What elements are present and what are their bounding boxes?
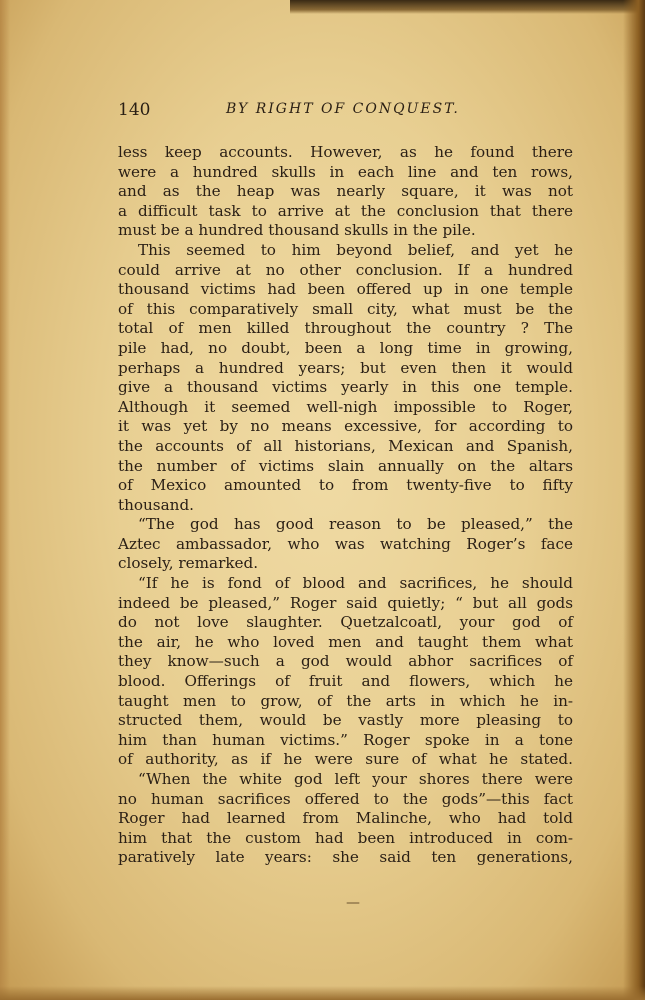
text-line: him than human victims.” Roger spoke in a tone <box>118 730 573 749</box>
text-line: could arrive at no other conclusion. If a hundred <box>118 260 573 279</box>
page-right-edge <box>623 0 645 1000</box>
text-line: give a thousand victims yearly in this one temple. <box>118 378 573 397</box>
text-line: the air, he who loved men and taught them what <box>118 632 573 651</box>
text-line: a difficult task to arrive at the conclusion that there <box>118 201 573 220</box>
page-header <box>118 100 573 124</box>
text-line: closely, remarked. <box>118 554 259 573</box>
text-line: do not love slaughter. Quetzalcoatl, your god of <box>118 613 573 632</box>
text-line: This seemed to him beyond belief, and yet he <box>138 240 573 259</box>
text-line: no human sacrifices offered to the gods”—this fact <box>118 789 573 808</box>
page-left-edge <box>0 0 10 1000</box>
running-title: BY RIGHT OF CONQUEST. <box>226 101 460 117</box>
page-bottom-edge <box>0 986 645 1000</box>
text-line: “When the white god left your shores there were <box>138 770 573 788</box>
text-line: thousand victims had been offered up in one temple <box>118 280 573 299</box>
text-line: “If he is fond of blood and sacrifices, he should <box>138 574 573 593</box>
text-line: pile had, no doubt, been a long time in growing, <box>118 338 573 357</box>
page-number: 140 <box>118 100 151 120</box>
text-line: they know—such a god would abhor sacrifices of <box>118 652 573 671</box>
text-line: structed them, would be vastly more pleasing to <box>118 711 573 730</box>
text-line: thousand. <box>118 495 194 514</box>
text-line: less keep accounts. However, as he found there <box>118 143 573 161</box>
text-line: must be a hundred thousand skulls in the pile. <box>118 221 476 240</box>
text-line: it was yet by no means excessive, for according to <box>118 417 573 436</box>
text-line: total of men killed throughout the country ? The <box>118 319 573 338</box>
page-top-shadow <box>290 0 645 14</box>
text-line: and as the heap was nearly square, it was not <box>118 182 573 201</box>
text-line: of authority, as if he were sure of what he stated. <box>118 750 573 769</box>
text-line: Although it seemed well-nigh impossible to Roger, <box>118 397 573 416</box>
decorative-mark: — <box>346 895 360 911</box>
text-line: indeed be pleased,” Roger said quietly; “ but all gods <box>118 593 573 612</box>
text-line: were a hundred skulls in each line and ten rows, <box>118 162 573 181</box>
text-line: Aztec ambassador, who was watching Roger’s face <box>118 534 573 553</box>
text-line: the accounts of all historians, Mexican and Spanish, <box>118 436 573 455</box>
text-line: of this comparatively small city, what must be the <box>118 299 573 318</box>
text-line: “The god has good reason to be pleased,” the <box>138 515 573 534</box>
text-line: blood. Offerings of fruit and flowers, which he <box>118 672 573 691</box>
text-line: of Mexico amounted to from twenty-five to fifty <box>118 476 573 495</box>
body-text <box>118 143 573 868</box>
text-line: perhaps a hundred years; but even then it would <box>118 358 573 377</box>
text-line: the number of victims slain annually on the altars <box>118 456 573 475</box>
text-line: him that the custom had been introduced in com- <box>118 828 573 847</box>
text-line: Roger had learned from Malinche, who had told <box>118 809 573 828</box>
text-line: taught men to grow, of the arts in which he in- <box>118 691 573 710</box>
text-line: paratively late years: she said ten generations, <box>118 848 573 867</box>
